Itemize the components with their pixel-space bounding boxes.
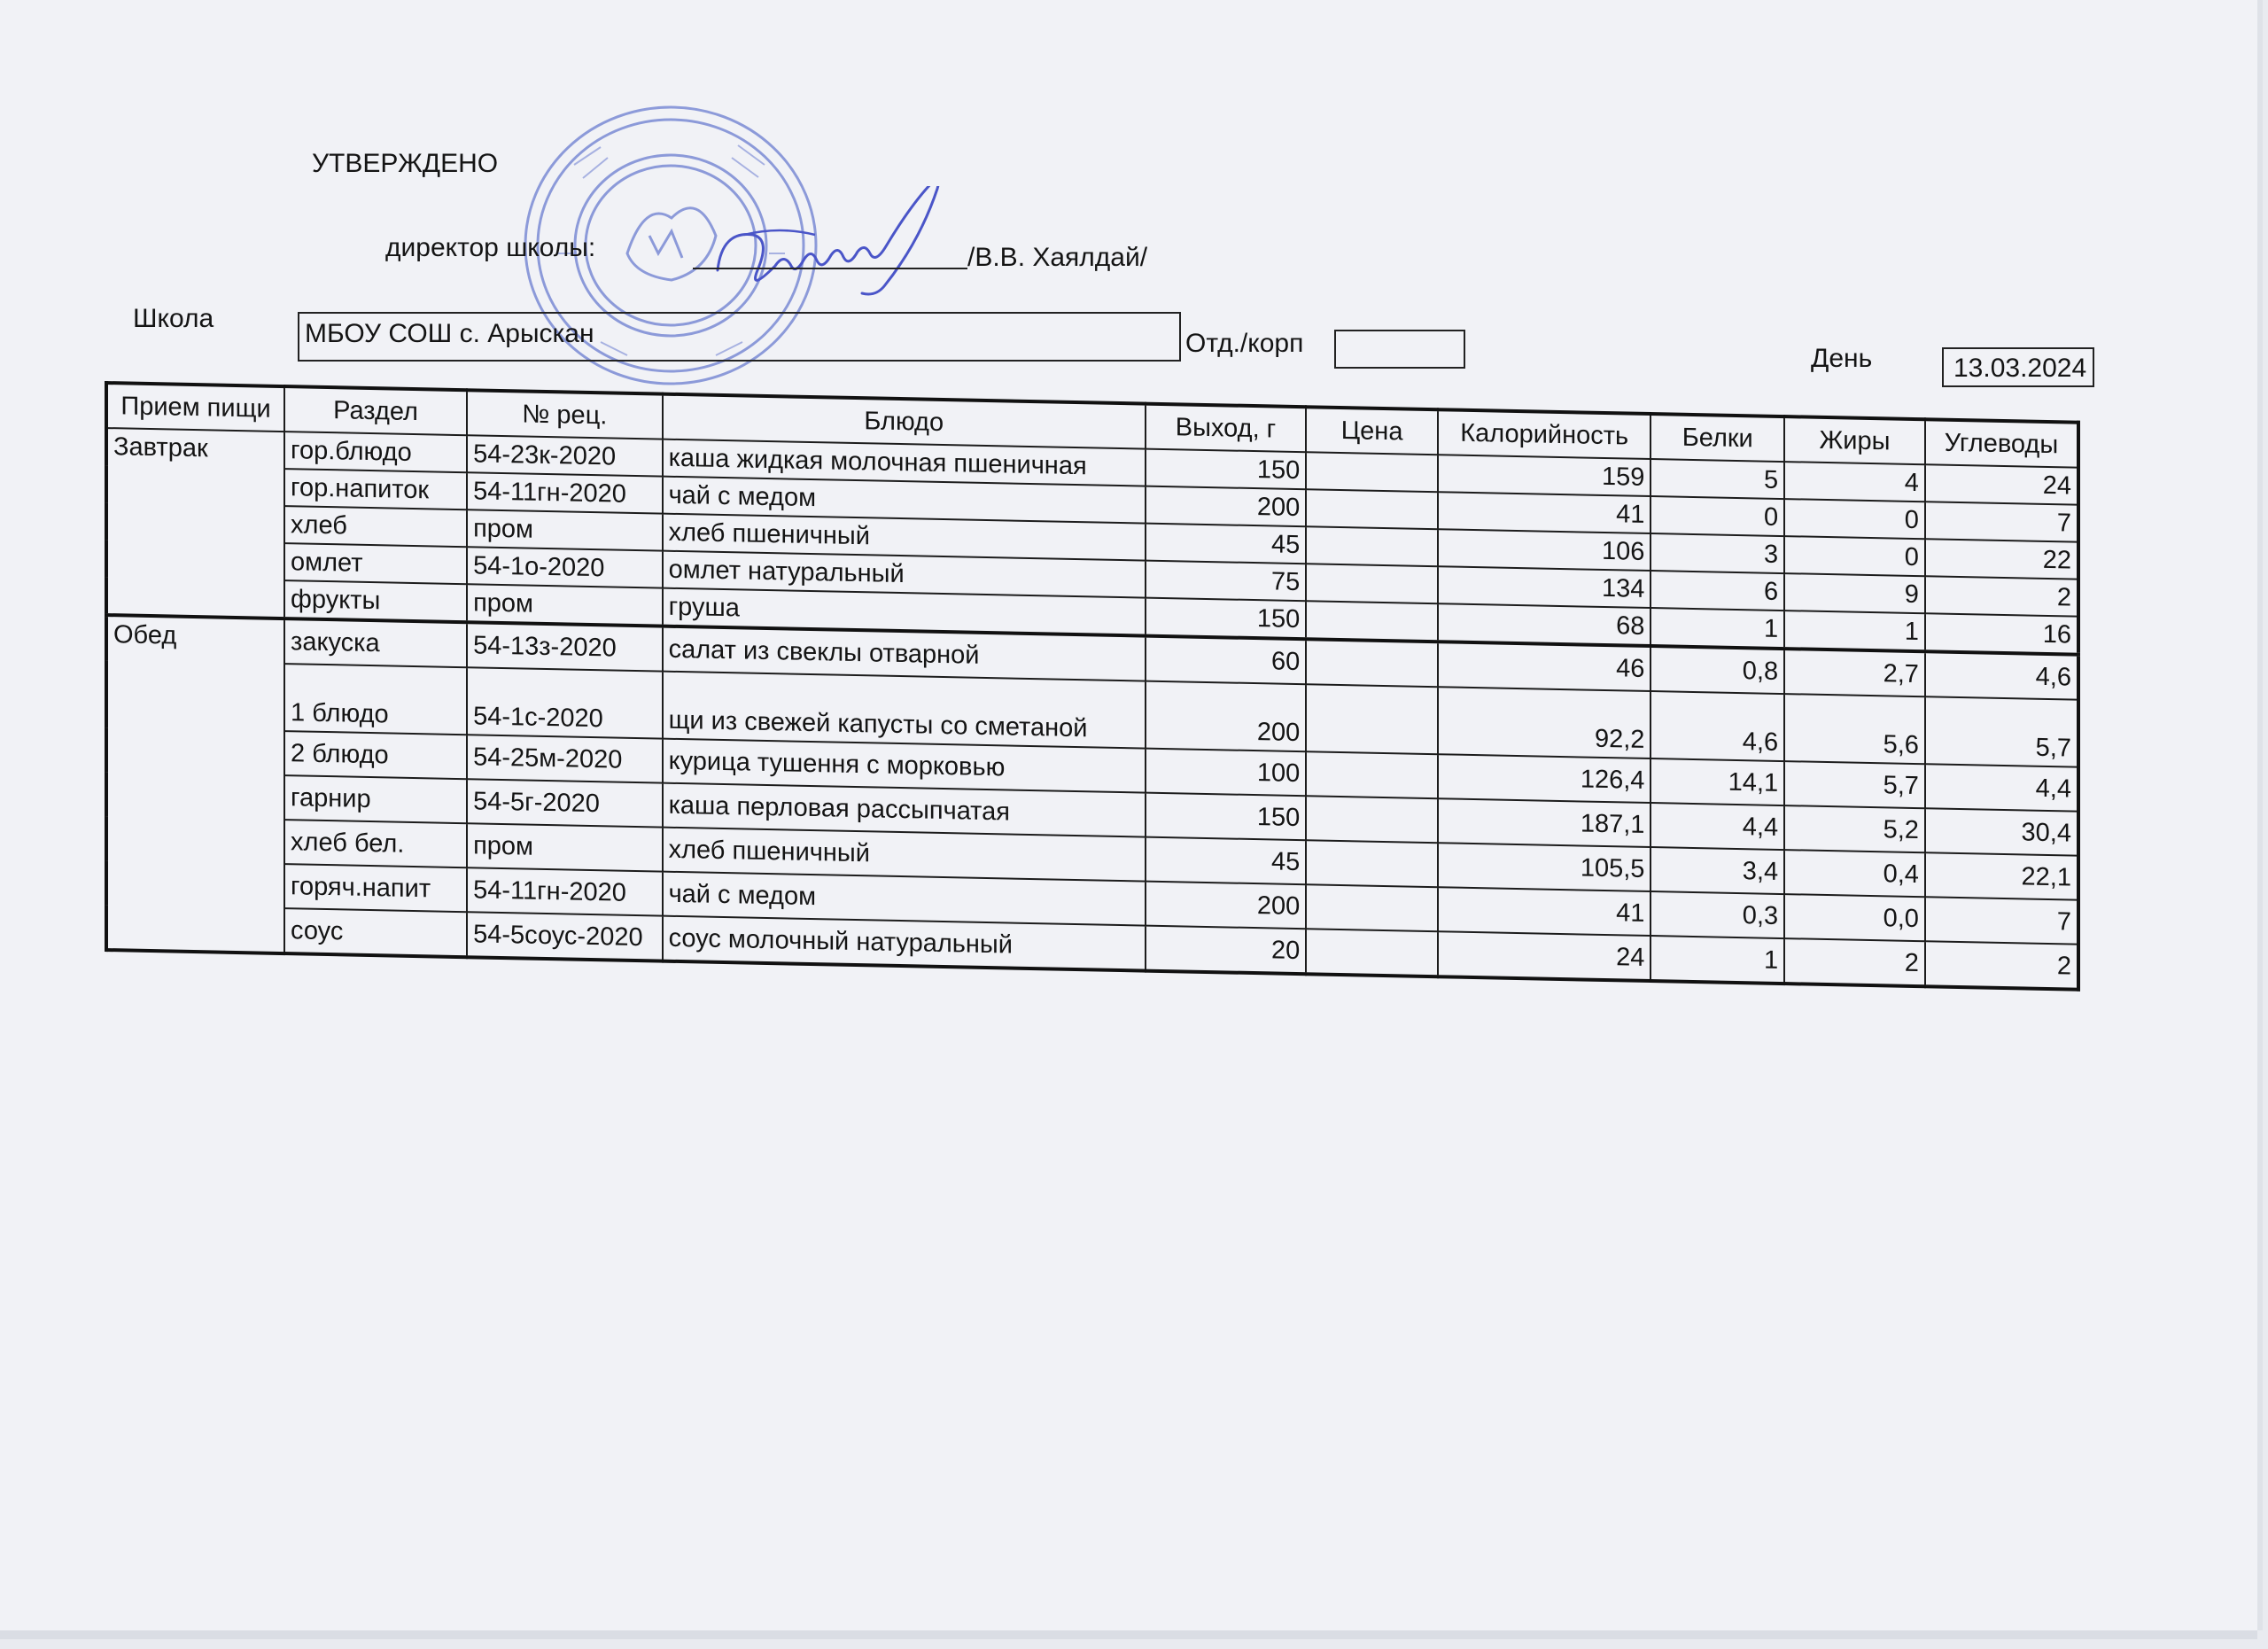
yield-cell: 200 [1146,681,1306,752]
carbs-cell: 7 [1925,897,2078,944]
recipe-cell: пром [467,584,662,626]
yield-cell: 45 [1146,837,1306,885]
col-header-section: Раздел [284,386,467,435]
school-label: Школа [133,304,214,333]
col-header-fat: Жиры [1784,416,1925,464]
section-cell: фрукты [284,580,467,622]
protein-cell: 1 [1651,608,1784,649]
price-cell [1306,452,1438,492]
menu-table [105,381,2080,992]
col-header-yield: Выход, г [1146,404,1306,453]
price-cell [1306,639,1438,687]
dish-cell: щи из свежей капусты со сметаной [663,672,1146,749]
fat-cell: 0 [1784,536,1925,576]
recipe-cell: 54-25м-2020 [467,735,662,782]
fat-cell: 0 [1784,499,1925,539]
director-signature [700,186,992,319]
section-cell: закуска [284,618,467,667]
day-label: День [1811,344,1873,373]
section-cell: омлет [284,543,467,584]
dish-cell: чай с медом [663,477,1146,524]
yield-cell: 20 [1146,926,1306,975]
recipe-cell: пром [467,823,662,871]
recipe-cell: 54-11гн-2020 [467,472,662,513]
dish-cell: хлеб пшеничный [663,514,1146,561]
section-cell: гор.блюдо [284,432,467,472]
protein-cell: 4,6 [1651,691,1784,761]
calories-cell: 126,4 [1438,754,1651,803]
price-cell [1306,840,1438,887]
signature-line [693,268,967,269]
col-header-meal: Прием пищи [106,383,284,432]
fat-cell: 5,7 [1784,761,1925,808]
protein-cell: 3 [1651,533,1784,573]
calories-cell: 134 [1438,566,1651,608]
protein-cell: 0 [1651,496,1784,536]
section-cell: гарнир [284,775,467,823]
protein-cell: 3,4 [1651,847,1784,894]
fat-cell: 0,4 [1784,850,1925,897]
col-header-recipe: № рец. [467,390,662,439]
price-cell [1306,929,1438,976]
dish-cell: салат из свеклы отварной [663,626,1146,681]
school-name-field: МБОУ СОШ с. Арыскан [298,312,1181,362]
department-field [1334,330,1465,369]
section-cell: гор.напиток [284,469,467,509]
calories-cell: 24 [1438,931,1651,981]
yield-cell: 45 [1146,524,1306,564]
yield-cell: 60 [1146,636,1306,685]
yield-cell: 150 [1146,793,1306,841]
dish-cell: чай с медом [663,872,1146,926]
carbs-cell: 24 [1925,464,2078,504]
protein-cell: 5 [1651,459,1784,499]
carbs-cell: 7 [1925,502,2078,541]
col-header-dish: Блюдо [663,394,1146,449]
calories-cell: 46 [1438,642,1651,691]
carbs-cell: 16 [1925,613,2078,654]
price-cell [1306,489,1438,529]
calories-cell: 105,5 [1438,843,1651,891]
carbs-cell: 5,7 [1925,696,2078,766]
recipe-cell: 54-5г-2020 [467,779,662,827]
section-cell: соус [284,908,467,957]
price-cell [1306,601,1438,642]
fat-cell: 1 [1784,611,1925,651]
meal-name-cell: Обед [106,615,284,953]
carbs-cell: 2 [1925,941,2078,989]
price-cell [1306,564,1438,603]
recipe-cell: 54-23к-2020 [467,435,662,476]
price-cell [1306,796,1438,843]
section-cell: хлеб [284,506,467,547]
price-cell [1306,751,1438,798]
dish-cell: омлет натуральный [663,551,1146,598]
section-cell: 2 блюдо [284,731,467,779]
fat-cell: 0,0 [1784,894,1925,941]
col-header-carbs: Углеводы [1925,419,2078,467]
director-name: /В.В. Хаялдай/ [967,243,1148,272]
yield-cell: 75 [1146,561,1306,602]
price-cell [1306,526,1438,566]
approved-label: УТВЕРЖДЕНО [312,149,499,178]
dish-cell: груша [663,588,1146,636]
calories-cell: 41 [1438,887,1651,936]
carbs-cell: 2 [1925,576,2078,616]
recipe-cell: 54-5соус-2020 [467,912,662,961]
carbs-cell: 22 [1925,539,2078,579]
section-cell: горяч.напит [284,864,467,912]
recipe-cell: 54-13з-2020 [467,622,662,671]
protein-cell: 14,1 [1651,758,1784,805]
col-header-price: Цена [1306,407,1438,455]
carbs-cell: 22,1 [1925,852,2078,899]
yield-cell: 200 [1146,882,1306,930]
calories-cell: 68 [1438,603,1651,646]
protein-cell: 0,8 [1651,646,1784,694]
dish-cell: каша жидкая молочная пшеничная [663,439,1146,486]
calories-cell: 187,1 [1438,798,1651,847]
protein-cell: 6 [1651,571,1784,611]
price-cell [1306,684,1438,754]
director-label: директор школы: [385,233,596,262]
yield-cell: 200 [1146,486,1306,527]
dish-cell: каша перловая рассыпчатая [663,783,1146,837]
fat-cell: 5,2 [1784,805,1925,852]
col-header-calories: Калорийность [1438,409,1651,459]
price-cell [1306,884,1438,931]
fat-cell: 4 [1784,462,1925,502]
recipe-cell: 54-11гн-2020 [467,867,662,915]
carbs-cell: 4,6 [1925,651,2078,699]
dish-cell: соус молочный натуральный [663,916,1146,971]
carbs-cell: 30,4 [1925,808,2078,855]
col-header-protein: Белки [1651,414,1784,462]
calories-cell: 92,2 [1438,687,1651,758]
recipe-cell: пром [467,509,662,550]
calories-cell: 159 [1438,455,1651,496]
fat-cell: 2,7 [1784,649,1925,696]
dish-cell: хлеб пшеничный [663,828,1146,882]
department-label: Отд./корп [1185,329,1304,358]
protein-cell: 1 [1651,936,1784,984]
date-field: 13.03.2024 [1942,347,2094,387]
yield-cell: 150 [1146,598,1306,640]
fat-cell: 2 [1784,938,1925,986]
calories-cell: 41 [1438,492,1651,533]
calories-cell: 106 [1438,529,1651,571]
protein-cell: 0,3 [1651,891,1784,938]
dish-cell: курица тушення с морковью [663,739,1146,793]
carbs-cell: 4,4 [1925,764,2078,811]
meal-name-cell: Завтрак [106,428,284,618]
yield-cell: 100 [1146,749,1306,797]
fat-cell: 5,6 [1784,694,1925,764]
section-cell: 1 блюдо [284,664,467,735]
section-cell: хлеб бел. [284,820,467,867]
menu-table-body [106,428,2078,990]
fat-cell: 9 [1784,573,1925,613]
protein-cell: 4,4 [1651,803,1784,850]
yield-cell: 150 [1146,449,1306,490]
recipe-cell: 54-1с-2020 [467,667,662,738]
recipe-cell: 54-1о-2020 [467,547,662,587]
